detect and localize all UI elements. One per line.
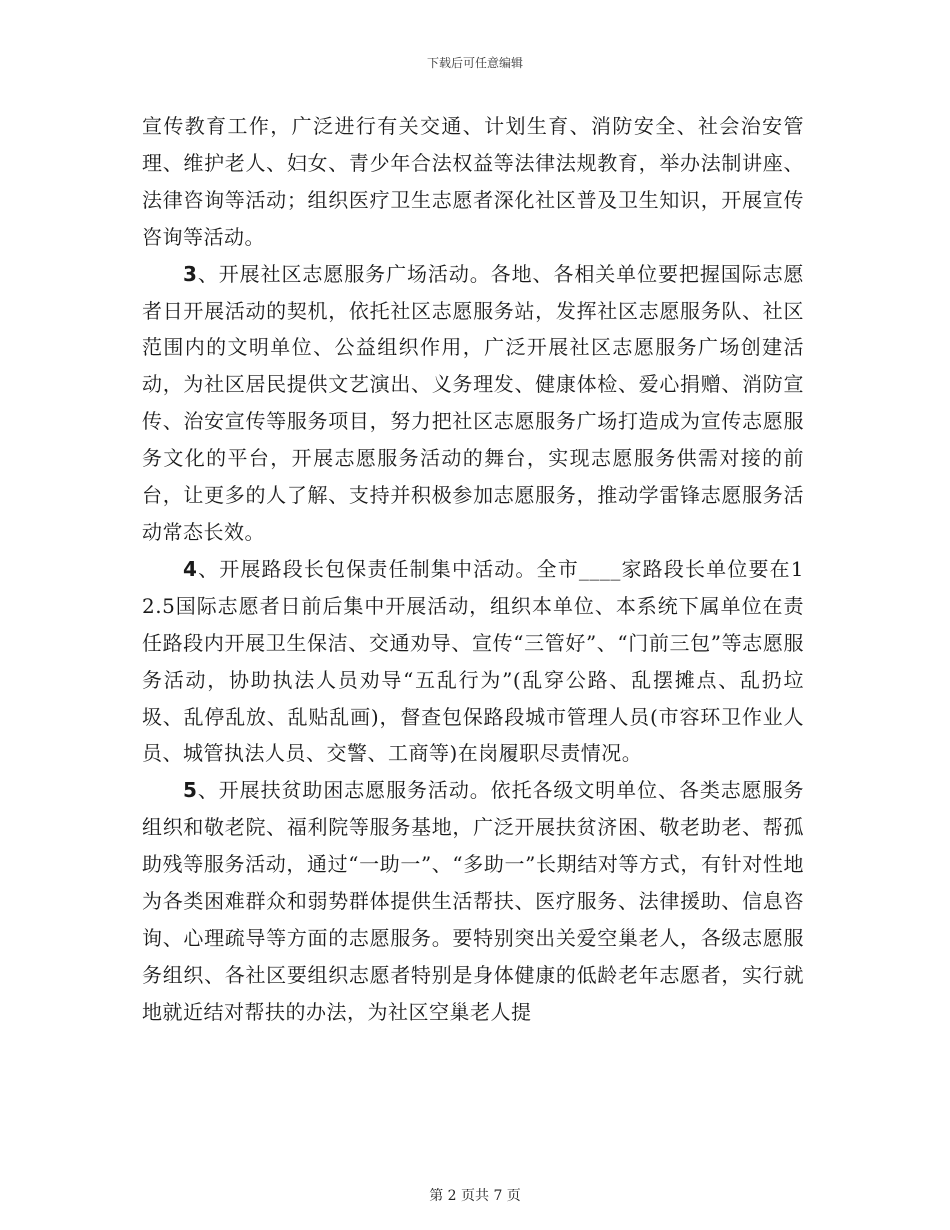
item-number: 4 bbox=[183, 556, 198, 581]
paragraph-item-4 bbox=[142, 551, 804, 772]
paragraph-text: 、开展路段长包保责任制集中活动。全市____家路段长单位要在12.5国际志愿者日前后集中开展活动，组织本单位、本系统下属单位在责任路段内开展卫生保洁、交通劝导、宣传“三管好”、“门前三包”等志愿服务活动，协助执法人员劝导“五乱行为”(乱穿公路、乱摆摊点、乱扔垃圾、乱停乱放、乱贴乱画)，督查包保路段城市管理人员(市容环卫作业人员、城管执法人员、交警、工商等)在岗履职尽责情况。 bbox=[142, 556, 804, 766]
paragraph-text: 宣传教育工作，广泛进行有关交通、计划生育、消防安全、社会治安管理、维护老人、妇女、青少年合法权益等法律法规教育，举办法制讲座、法律咨询等活动；组织医疗卫生志愿者深化社区普及卫生知识，开展宣传咨询等活动。 bbox=[142, 114, 804, 249]
item-number: 5 bbox=[183, 778, 198, 803]
page-footer: 第 2 页共 7 页 bbox=[429, 1188, 521, 1204]
paragraph-text: 、开展社区志愿服务广场活动。各地、各相关单位要把握国际志愿者日开展活动的契机，依托社区志愿服务站，发挥社区志愿服务队、社区范围内的文明单位、公益组织作用，广泛开展社区志愿服务广场创建活动，为社区居民提供文艺演出、义务理发、健康体检、爱心捐赠、消防宣传、治安宣传等服务项目，努力把社区志愿服务广场打造成为宣传志愿服务文化的平台，开展志愿服务活动的舞台，实现志愿服务供需对接的前台，让更多的人了解、支持并积极参加志愿服务，推动学雷锋志愿服务活动常态长效。 bbox=[142, 261, 804, 544]
paragraph-item-5 bbox=[142, 772, 804, 1030]
document-body bbox=[142, 108, 804, 1031]
item-number: 3 bbox=[183, 261, 198, 286]
page-header: 下载后可任意编辑 bbox=[426, 56, 523, 70]
paragraph-continued bbox=[142, 108, 804, 256]
paragraph-text: 、开展扶贫助困志愿服务活动。依托各级文明单位、各类志愿服务组织和敬老院、福利院等服务基地，广泛开展扶贫济困、敬老助老、帮孤助残等服务活动，通过“一助一”、“多助一”长期结对等方式，有针对性地为各类困难群众和弱势群体提供生活帮扶、医疗服务、法律援助、信息咨询、心理疏导等方面的志愿服务。要特别突出关爱空巢老人，各级志愿服务组织、各社区要组织志愿者特别是身体健康的低龄老年志愿者，实行就地就近结对帮扶的办法，为社区空巢老人提 bbox=[142, 778, 804, 1024]
paragraph-item-3 bbox=[142, 256, 804, 551]
